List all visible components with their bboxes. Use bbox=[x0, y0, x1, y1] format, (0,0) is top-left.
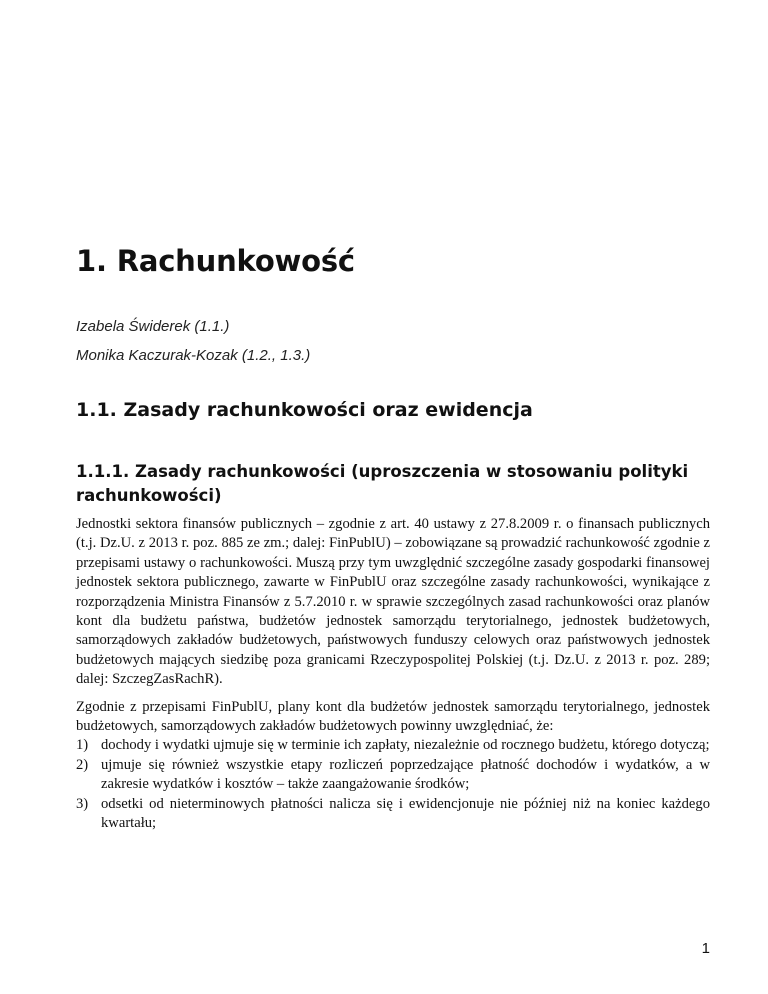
list-item-text: odsetki od nieterminowych płatności nalicza się i ewidencjonuje nie później niż na koniec każdego kwartału; bbox=[101, 795, 710, 832]
chapter-title: 1. Rachunkowość bbox=[76, 244, 355, 278]
authors-block bbox=[76, 317, 310, 375]
list-item bbox=[76, 756, 710, 795]
author-line: Izabela Świderek (1.1.) bbox=[76, 318, 230, 335]
list-item-number: 2) bbox=[76, 756, 89, 773]
list-item-text: dochody i wydatki ujmuje się w terminie ich zapłaty, niezależnie od rocznego budżetu, którego dotyczą; bbox=[101, 737, 710, 754]
list-item-number: 3) bbox=[76, 795, 89, 812]
list-item-text: ujmuje się również wszystkie etapy rozliczeń poprzedzające płatność dochodów i wydatków, a w zakresie wydatków i kosztów – także zaangażowanie środków; bbox=[101, 756, 710, 793]
document-page bbox=[76, 0, 710, 994]
list-item bbox=[76, 795, 710, 834]
author-line: Monika Kaczurak-Kozak (1.2., 1.3.) bbox=[76, 347, 311, 364]
subsection-title: 1.1.1. Zasady rachunkowości (uproszczenia w stosowaniu polityki rachunkowości) bbox=[76, 462, 689, 505]
section-title: 1.1. Zasady rachunkowości oraz ewidencja bbox=[76, 399, 533, 421]
paragraph: Zgodnie z przepisami FinPublU, plany kont dla budżetów jednostek samorządu terytorialnego, jednostek budżetowych, samorządowych zakładów budżetowych powinny uwzględniać, że: bbox=[76, 698, 710, 735]
page-number: 1 bbox=[701, 940, 710, 957]
list-item bbox=[76, 736, 710, 755]
list-item-number: 1) bbox=[76, 737, 89, 754]
body-text bbox=[76, 515, 710, 834]
numbered-list bbox=[76, 736, 710, 833]
paragraph: Jednostki sektora finansów publicznych – zgodnie z art. 40 ustawy z 27.8.2009 r. o finansach publicznych (t.j. Dz.U. z 2013 r. poz. 885 ze zm.; dalej: FinPublU) – zobowiązane są prowadzić rachunkowość zgodnie z przepisami ustawy o rachunkowości. Muszą przy tym uwzględnić szczególne zasady gospodarki finansowej jednostek sektora publicznego, zawarte w FinPublU oraz szczególne zasady rachunkowości, wynikające z rozporządzenia Ministra Finansów z 5.7.2010 r. w sprawie szczególnych zasad rachunkowości oraz planów kont dla budżetu państwa, budżetów jednostek samorządu terytorialnego, jednostek budżetowych, samorządowych zakładów budżetowych, państwowych funduszy celowych oraz państwowych jednostek budżetowych mających siedzibę poza granicami Rzeczypospolitej Polskiej (t.j. Dz.U. z 2013 r. poz. 289; dalej: SzczegZasRachR). bbox=[76, 516, 710, 688]
